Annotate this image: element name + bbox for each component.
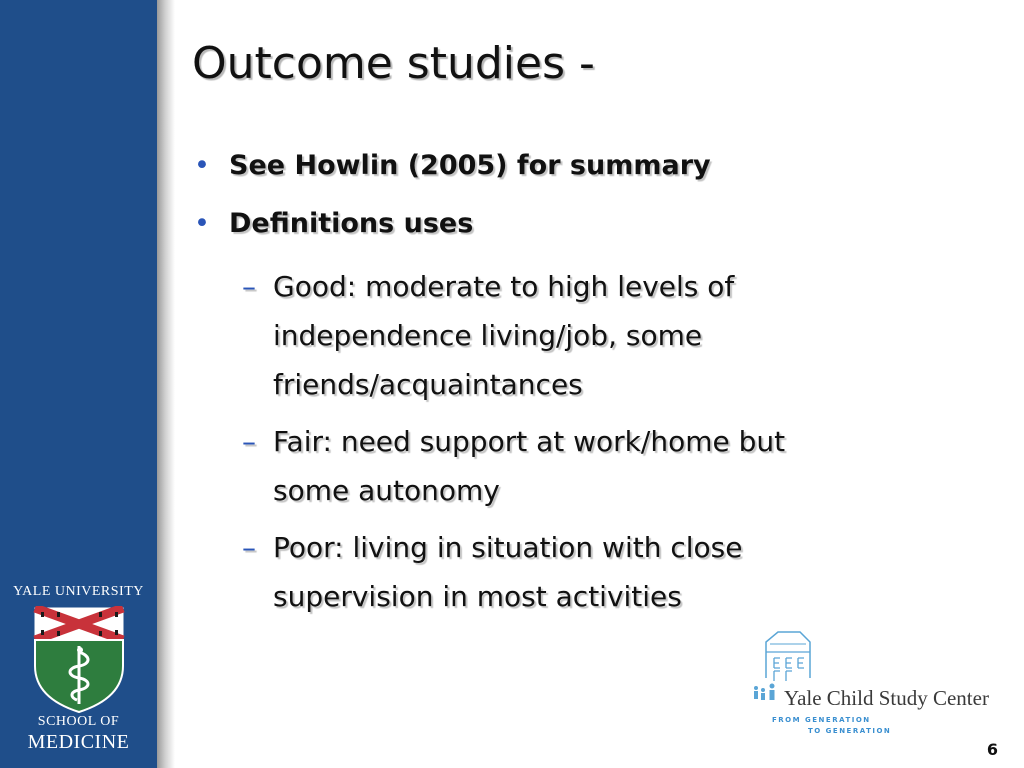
sub-bullet-item [192, 523, 932, 621]
dash-mark: – [242, 531, 256, 564]
medicine-label: MEDICINE [27, 731, 130, 753]
sub-bullet-line: independence living/job, some [273, 319, 703, 352]
sidebar-shadow [157, 0, 175, 768]
sub-bullet-line: Fair: need support at work/home but [273, 425, 786, 458]
bullet-text: See Howlin (2005) for summary [229, 150, 711, 181]
sub-bullet-line: Good: moderate to high levels of [273, 270, 735, 303]
logo-tagline: TO GENERATION [808, 727, 892, 735]
bullet-mark: • [194, 208, 210, 239]
sub-bullet-item [192, 262, 932, 409]
slide-content [192, 146, 932, 629]
school-of-label: SCHOOL OF [37, 714, 120, 729]
bullet-item [192, 204, 932, 244]
yale-shield-icon [33, 606, 125, 714]
sub-bullet-line: friends/acquaintances [273, 368, 583, 401]
page-number: 6 [986, 740, 998, 759]
bullet-item [192, 146, 932, 186]
dash-mark: – [242, 425, 256, 458]
slide-title: Outcome studies - [192, 38, 595, 89]
bullet-text: Definitions uses [229, 208, 474, 239]
yale-university-label: YALE UNIVERSITY [13, 584, 144, 599]
dash-mark: – [242, 270, 256, 303]
bullet-mark: • [194, 150, 210, 181]
sub-bullet-item [192, 417, 932, 515]
logo-tagline: FROM GENERATION [772, 716, 871, 724]
sub-bullet-line: Poor: living in situation with close [273, 531, 743, 564]
sub-bullet-line: some autonomy [273, 474, 500, 507]
child-study-center-name: Yale Child Study Center [784, 686, 989, 710]
sub-bullet-line: supervision in most activities [273, 580, 682, 613]
